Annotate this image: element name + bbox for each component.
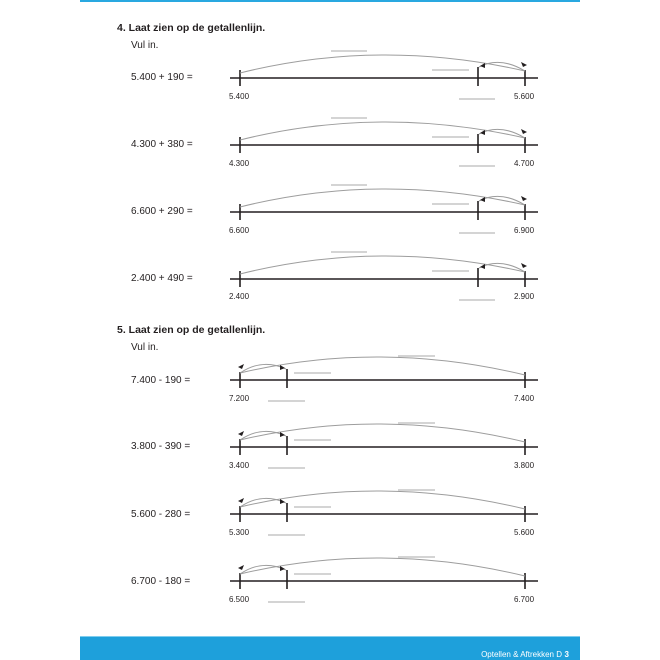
end-label: 3.800 [514,461,535,470]
arc-arrowhead [238,364,244,369]
start-label: 5.400 [229,92,250,101]
number-line [0,182,660,242]
start-label: 5.300 [229,528,250,537]
end-label: 5.600 [514,528,535,537]
start-label: 7.200 [229,394,250,403]
start-label: 2.400 [229,292,250,301]
end-label: 2.900 [514,292,535,301]
small-arc-arrowhead [480,197,485,202]
small-arc-arrowhead [280,566,285,571]
small-arc-arrowhead [280,499,285,504]
number-line [0,551,660,611]
exercise-5-instruction: Vul in. [131,342,159,353]
equation-text: 6.600 + 290 = [131,206,193,217]
start-label: 6.500 [229,595,250,604]
equation-text: 4.300 + 380 = [131,139,193,150]
small-arc-arrowhead [480,264,485,269]
footer-title: Optellen & Aftrekken D [481,650,562,659]
start-label: 6.600 [229,226,250,235]
arc-arrowhead [238,431,244,436]
end-label: 7.400 [514,394,535,403]
number-line [0,115,660,175]
equation-text: 5.600 - 280 = [131,509,191,520]
number-line [0,350,660,410]
arc-arrowhead [521,129,527,134]
arc-arrowhead [521,196,527,201]
exercise-4-heading: 4. Laat zien op de getallenlijn. [117,22,266,34]
end-label: 6.900 [514,226,535,235]
number-line [0,48,660,108]
big-jump-arc [240,122,525,140]
arc-arrowhead [238,565,244,570]
equation-text: 3.800 - 390 = [131,441,191,452]
arc-arrowhead [238,498,244,503]
small-arc-arrowhead [280,365,285,370]
equation-text: 7.400 - 190 = [131,375,191,386]
big-jump-arc [240,357,525,375]
number-line [0,249,660,309]
start-label: 3.400 [229,461,250,470]
end-label: 5.600 [514,92,535,101]
exercise-5-heading: 5. Laat zien op de getallenlijn. [117,324,266,336]
page-number: 3 [564,650,569,659]
big-jump-arc [240,424,525,442]
number-line [0,484,660,544]
end-label: 4.700 [514,159,535,168]
big-jump-arc [240,256,525,274]
equation-text: 6.700 - 180 = [131,576,191,587]
end-label: 6.700 [514,595,535,604]
exercise-4-instruction: Vul in. [131,40,159,51]
small-arc-arrowhead [480,63,485,68]
number-line [0,417,660,477]
big-jump-arc [240,189,525,207]
big-jump-arc [240,558,525,576]
small-arc-arrowhead [480,130,485,135]
small-arc-arrowhead [280,432,285,437]
big-jump-arc [240,491,525,509]
equation-text: 2.400 + 490 = [131,273,193,284]
start-label: 4.300 [229,159,250,168]
equation-text: 5.400 + 190 = [131,72,193,83]
arc-arrowhead [521,62,527,67]
arc-arrowhead [521,263,527,268]
big-jump-arc [240,55,525,73]
